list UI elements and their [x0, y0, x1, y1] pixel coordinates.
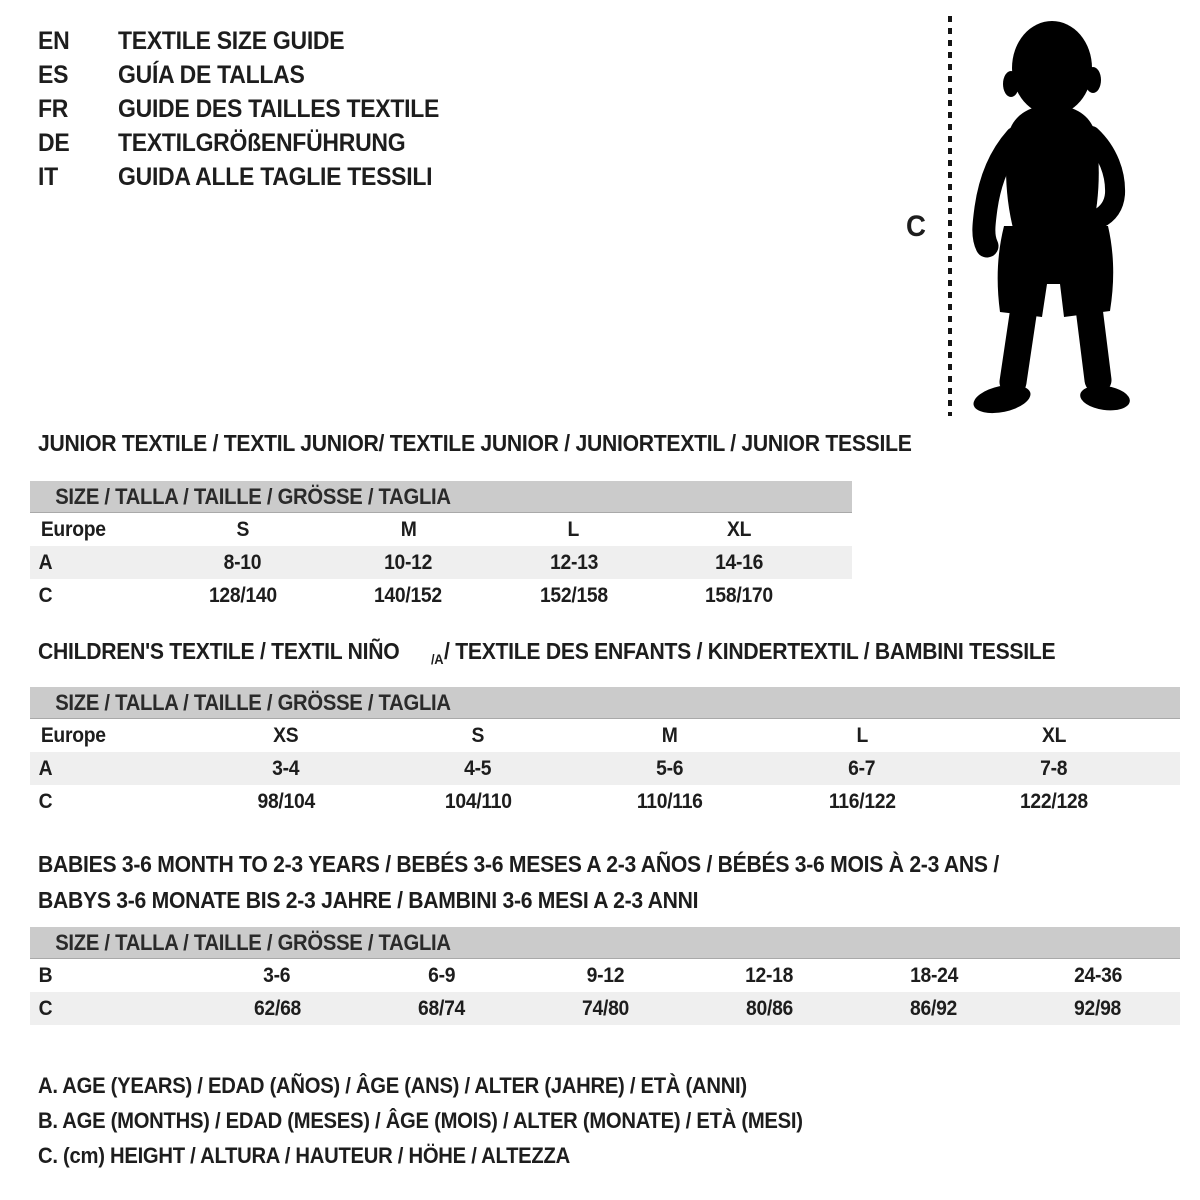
size-cell: 8-10 [223, 551, 262, 574]
size-row-label: Europe [40, 518, 106, 541]
children-section-heading: CHILDREN'S TEXTILE / TEXTIL NIÑO /A/ TEXTILE DES ENFANTS / KINDERTEXTIL / BAMBINI TESSILE [38, 638, 1056, 667]
table-row [30, 959, 1180, 992]
size-cell: S [471, 724, 485, 747]
size-cell: 18-24 [909, 964, 958, 987]
height-measure-dashed-line [948, 16, 952, 416]
language-code: EN [38, 26, 70, 55]
size-cell: 3-4 [272, 757, 300, 780]
size-row-label: C [38, 997, 53, 1020]
measurement-label-c: C [906, 210, 926, 243]
size-cell: 140/152 [374, 584, 443, 607]
table-row [30, 719, 1180, 752]
size-cell: 9-12 [586, 964, 625, 987]
size-cell: S [236, 518, 250, 541]
heading-subscript: /A [430, 651, 444, 667]
size-table-header: SIZE / TALLA / TAILLE / GRÖSSE / TAGLIA [30, 687, 1180, 719]
size-cell: 12-13 [549, 551, 598, 574]
footnote-line-a: A. AGE (YEARS) / EDAD (AÑOS) / ÂGE (ANS) / ALTER (JAHRE) / ETÀ (ANNI) [38, 1073, 747, 1098]
size-cell: XL [1041, 724, 1067, 747]
size-cell: L [856, 724, 868, 747]
babies-size-table [30, 927, 1180, 1025]
size-cell: 7-8 [1040, 757, 1068, 780]
babies-section-heading: BABIES 3-6 MONTH TO 2-3 YEARS / BEBÉS 3-6 MESES A 2-3 AÑOS / BÉBÉS 3-6 MOIS À 2-3 ANS / BABYS 3-6 MONATE BIS 2-3 JAHRE / BAMBINI 3-6 MESI A 2-3 ANNI [38, 851, 999, 913]
size-table-header: SIZE / TALLA / TAILLE / GRÖSSE / TAGLIA [30, 927, 1180, 959]
language-row [38, 126, 467, 160]
table-row [30, 752, 1180, 785]
language-label: TEXTILGRÖßENFÜHRUNG [118, 128, 406, 157]
size-row-label: A [38, 551, 53, 574]
size-cell: 12-18 [745, 964, 794, 987]
footnote-line-b: B. AGE (MONTHS) / EDAD (MESES) / ÂGE (MOIS) / ALTER (MONATE) / ETÀ (MESI) [38, 1108, 803, 1133]
size-cell: 5-6 [656, 757, 684, 780]
size-cell: M [400, 518, 417, 541]
size-cell: 6-7 [848, 757, 876, 780]
size-cell: 24-36 [1073, 964, 1122, 987]
size-cell: 68/74 [417, 997, 465, 1020]
language-code: IT [38, 162, 58, 191]
size-cell: 116/122 [828, 790, 896, 813]
size-table-header: SIZE / TALLA / TAILLE / GRÖSSE / TAGLIA [30, 481, 852, 513]
size-row-label: B [38, 964, 53, 987]
size-cell: 158/170 [705, 584, 774, 607]
children-size-table [30, 687, 1180, 818]
language-row [38, 160, 467, 194]
toddler-silhouette-icon [962, 16, 1144, 420]
size-cell: L [567, 518, 580, 541]
footnotes [38, 1068, 869, 1173]
language-label: TEXTILE SIZE GUIDE [118, 26, 345, 55]
language-label: GUIDA ALLE TAGLIE TESSILI [118, 162, 433, 191]
table-row [30, 546, 852, 579]
junior-section-heading: JUNIOR TEXTILE / TEXTIL JUNIOR/ TEXTILE JUNIOR / JUNIORTEXTIL / JUNIOR TESSILE [38, 430, 912, 456]
size-cell: 80/86 [746, 997, 794, 1020]
table-row [30, 513, 852, 546]
size-cell: 3-6 [263, 964, 291, 987]
size-cell: 110/116 [637, 790, 703, 813]
size-row-label: C [38, 790, 53, 813]
size-cell: M [662, 724, 678, 747]
junior-size-table [30, 481, 852, 612]
size-cell: 152/158 [539, 584, 608, 607]
table-row [30, 992, 1180, 1025]
size-cell: 14-16 [715, 551, 764, 574]
table-row [30, 579, 852, 612]
size-cell: 92/98 [1074, 997, 1122, 1020]
table-row [30, 785, 1180, 818]
size-cell: 6-9 [427, 964, 455, 987]
language-row [38, 92, 467, 126]
language-code: DE [38, 128, 70, 157]
size-cell: XS [273, 724, 299, 747]
size-cell: 98/104 [257, 790, 315, 813]
size-cell: 4-5 [464, 757, 492, 780]
size-cell: 10-12 [384, 551, 433, 574]
language-row [38, 58, 467, 92]
size-cell: 86/92 [910, 997, 958, 1020]
size-row-label: C [38, 584, 53, 607]
language-label: GUIDE DES TAILLES TEXTILE [118, 94, 440, 123]
size-row-label: A [38, 757, 53, 780]
size-row-label: Europe [40, 724, 106, 747]
footnote-line-c: C. (cm) HEIGHT / ALTURA / HAUTEUR / HÖHE / ALTEZZA [38, 1143, 570, 1168]
language-list [38, 24, 467, 194]
language-code: ES [38, 60, 69, 89]
size-cell: 74/80 [581, 997, 629, 1020]
size-cell: 128/140 [208, 584, 277, 607]
size-cell: 122/128 [1020, 790, 1088, 813]
size-cell: XL [727, 518, 752, 541]
language-label: GUÍA DE TALLAS [118, 60, 305, 89]
language-code: FR [38, 94, 69, 123]
language-row [38, 24, 467, 58]
size-cell: 104/110 [444, 790, 512, 813]
size-cell: 62/68 [253, 997, 301, 1020]
